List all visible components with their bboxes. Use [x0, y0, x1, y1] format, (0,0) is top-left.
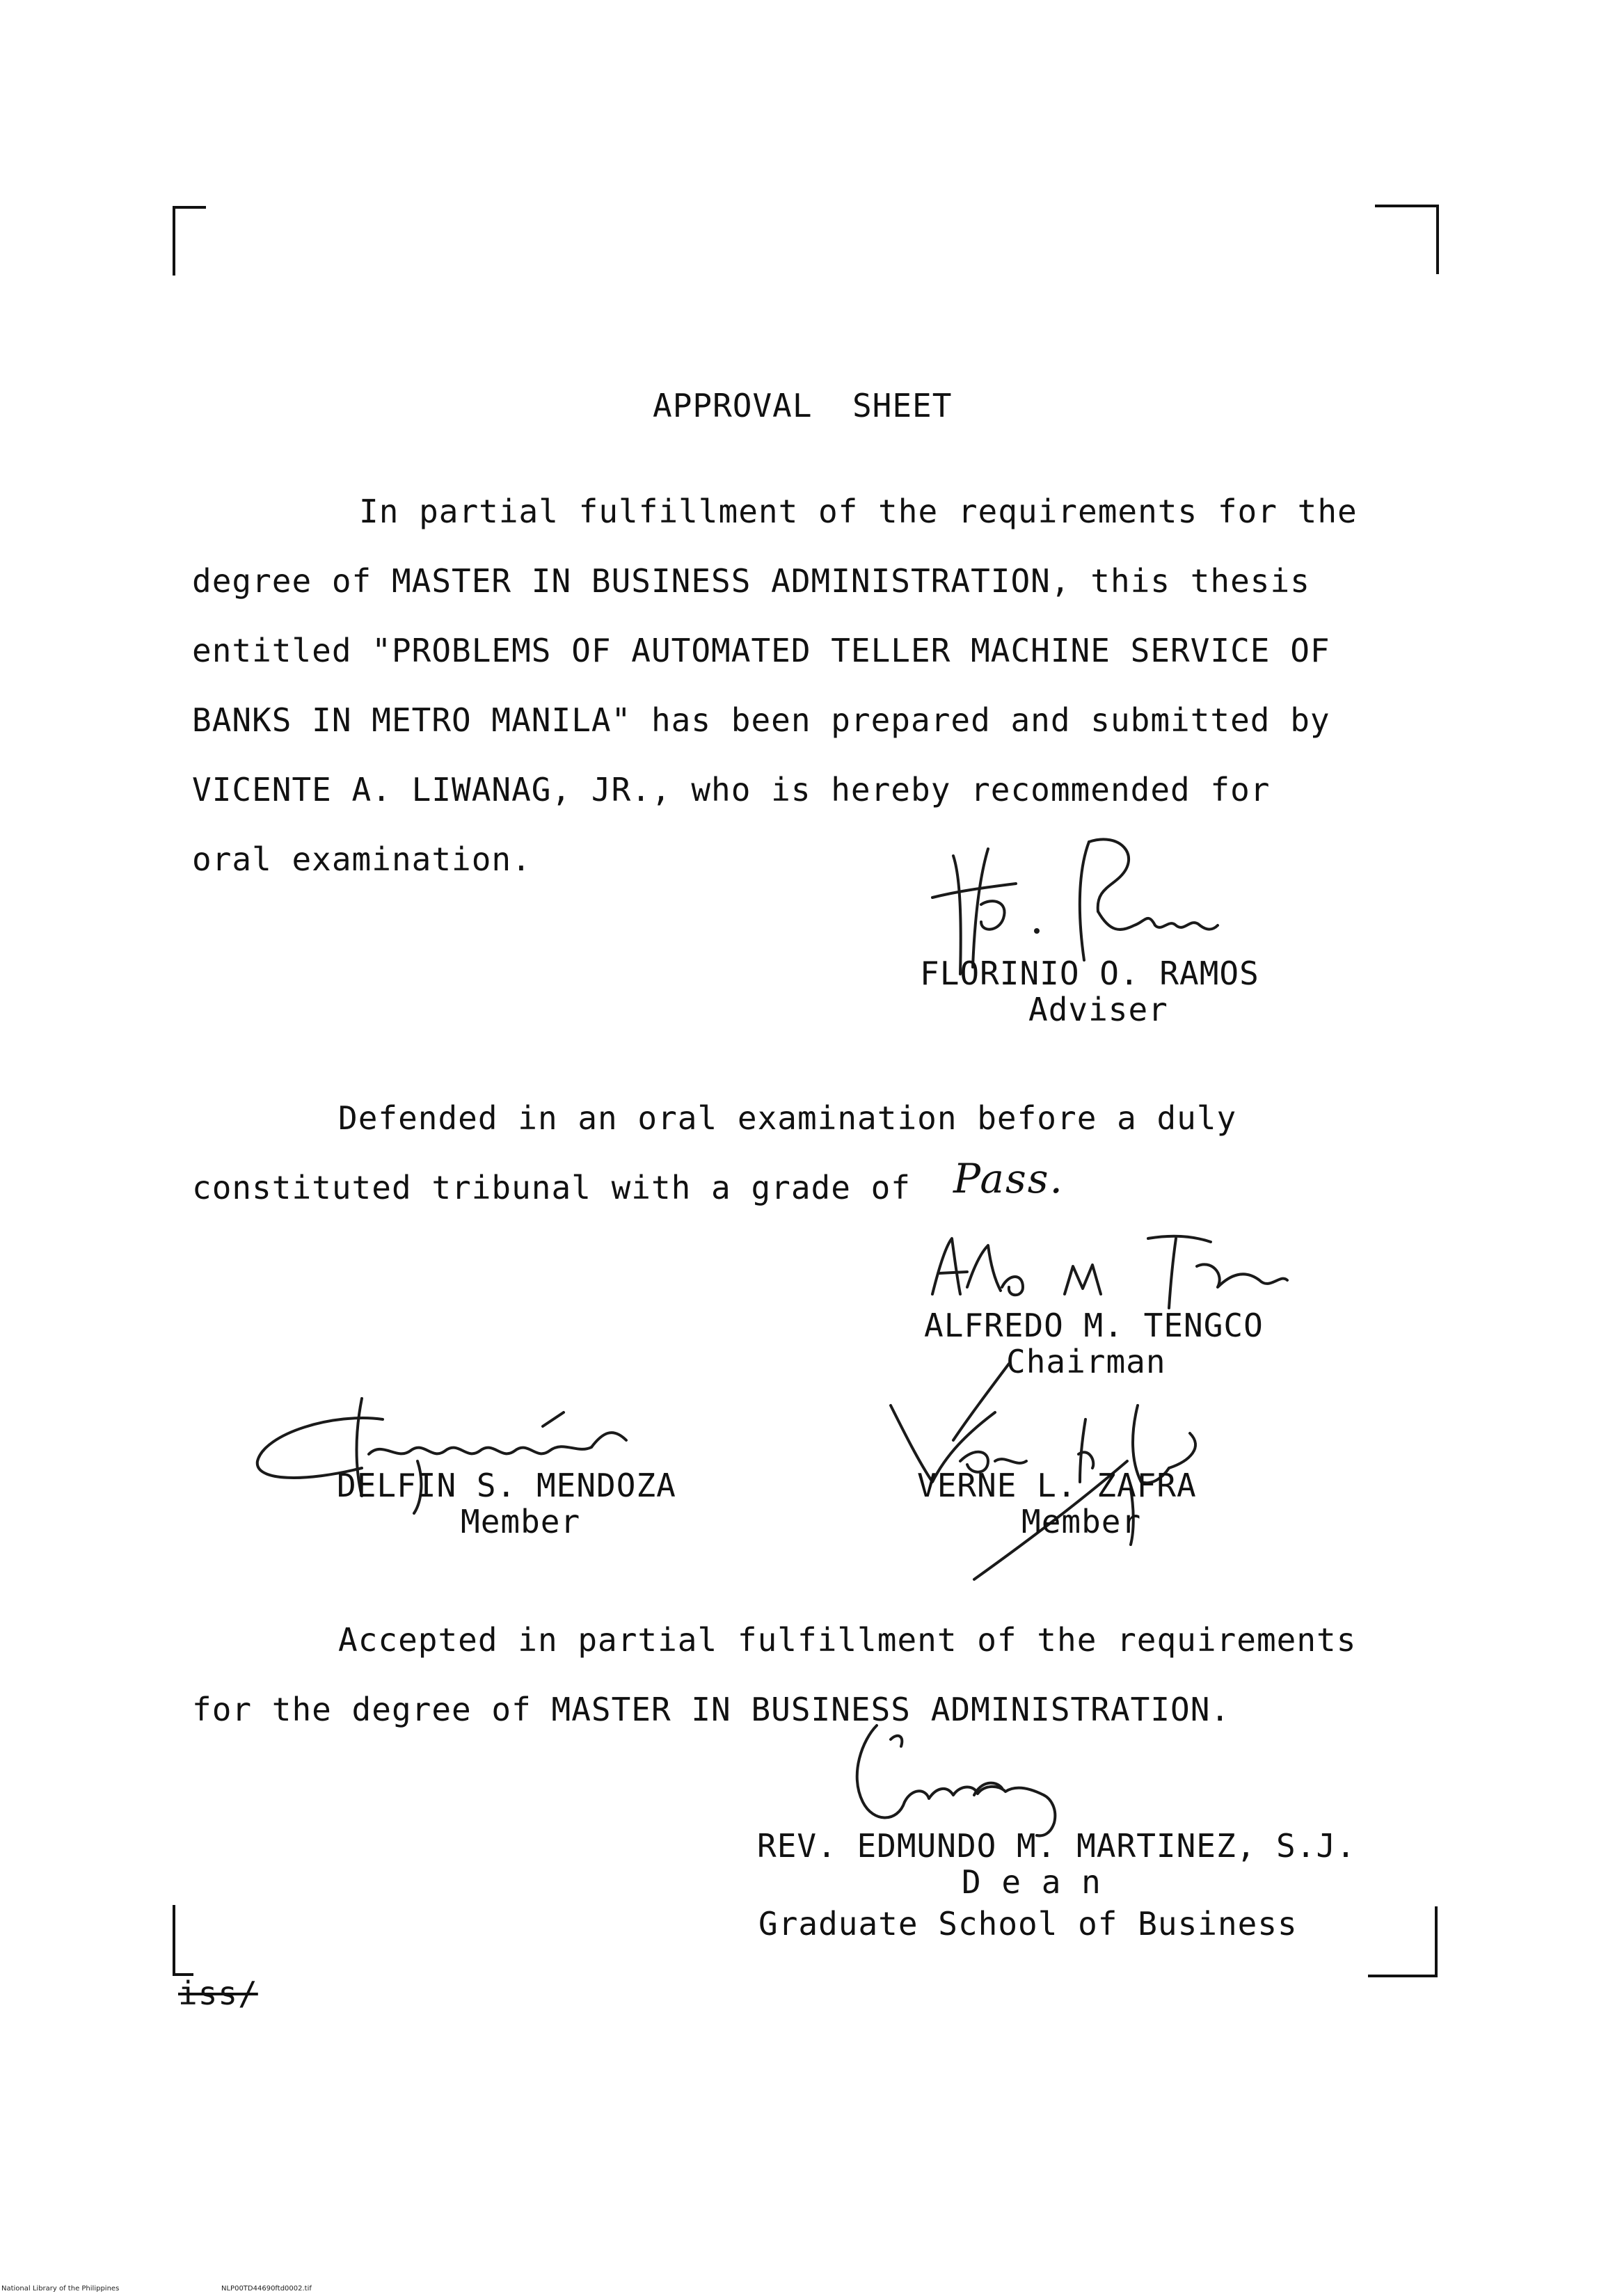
- body-line-3: entitled "PROBLEMS OF AUTOMATED TELLER MACHINE SERVICE OF: [192, 632, 1330, 669]
- chairman-name: ALFREDO M. TENGCO: [924, 1307, 1264, 1344]
- defense-grade: Pass.: [953, 1155, 1064, 1202]
- defense-line-2: constituted tribunal with a grade of: [192, 1169, 911, 1206]
- chairman-signature: [918, 1225, 1308, 1315]
- member-2-role: Member: [1021, 1503, 1142, 1540]
- member-1-name: DELFIN S. MENDOZA: [337, 1467, 676, 1504]
- defense-line-1: Defended in an oral examination before a duly: [338, 1099, 1237, 1137]
- chairman-role: Chairman: [1006, 1343, 1166, 1380]
- adviser-name: FLORINIO O. RAMOS: [920, 955, 1259, 992]
- body-line-5: VICENTE A. LIWANAG, JR., who is hereby recommended for: [192, 771, 1271, 808]
- member-1-role: Member: [461, 1503, 581, 1540]
- page-title: APPROVAL SHEET: [653, 387, 953, 424]
- dean-role: D e a n: [962, 1863, 1101, 1901]
- body-line-1: In partial fulfillment of the requirements for the: [359, 493, 1358, 530]
- crop-mark-top-right: [1375, 205, 1439, 274]
- dean-signature: [835, 1719, 1127, 1837]
- acceptance-line-1: Accepted in partial fulfillment of the requirements: [338, 1621, 1357, 1659]
- member-2-name: VERNE L. ZAFRA: [917, 1467, 1197, 1504]
- footer-library: National Library of the Philippines: [1, 2285, 120, 2293]
- crop-mark-bottom-left: [173, 1905, 193, 1976]
- adviser-role: Adviser: [1028, 991, 1168, 1028]
- crop-mark-bottom-right: [1368, 1906, 1438, 1977]
- body-line-6: oral examination.: [192, 840, 532, 878]
- crop-mark-top-left: [173, 206, 206, 276]
- footer-file: NLP00TD44690ftd0002.tif: [221, 2285, 312, 2293]
- body-line-4: BANKS IN METRO MANILA" has been prepared and submitted by: [192, 701, 1330, 739]
- dean-name: REV. EDMUNDO M. MARTINEZ, S.J.: [757, 1827, 1356, 1865]
- body-line-2: degree of MASTER IN BUSINESS ADMINISTRATION, this thesis: [192, 562, 1310, 600]
- typist-initials: iss/: [178, 1975, 258, 2012]
- dean-school: Graduate School of Business: [758, 1905, 1298, 1943]
- acceptance-line-2: for the degree of MASTER IN BUSINESS ADMINISTRATION.: [192, 1691, 1231, 1728]
